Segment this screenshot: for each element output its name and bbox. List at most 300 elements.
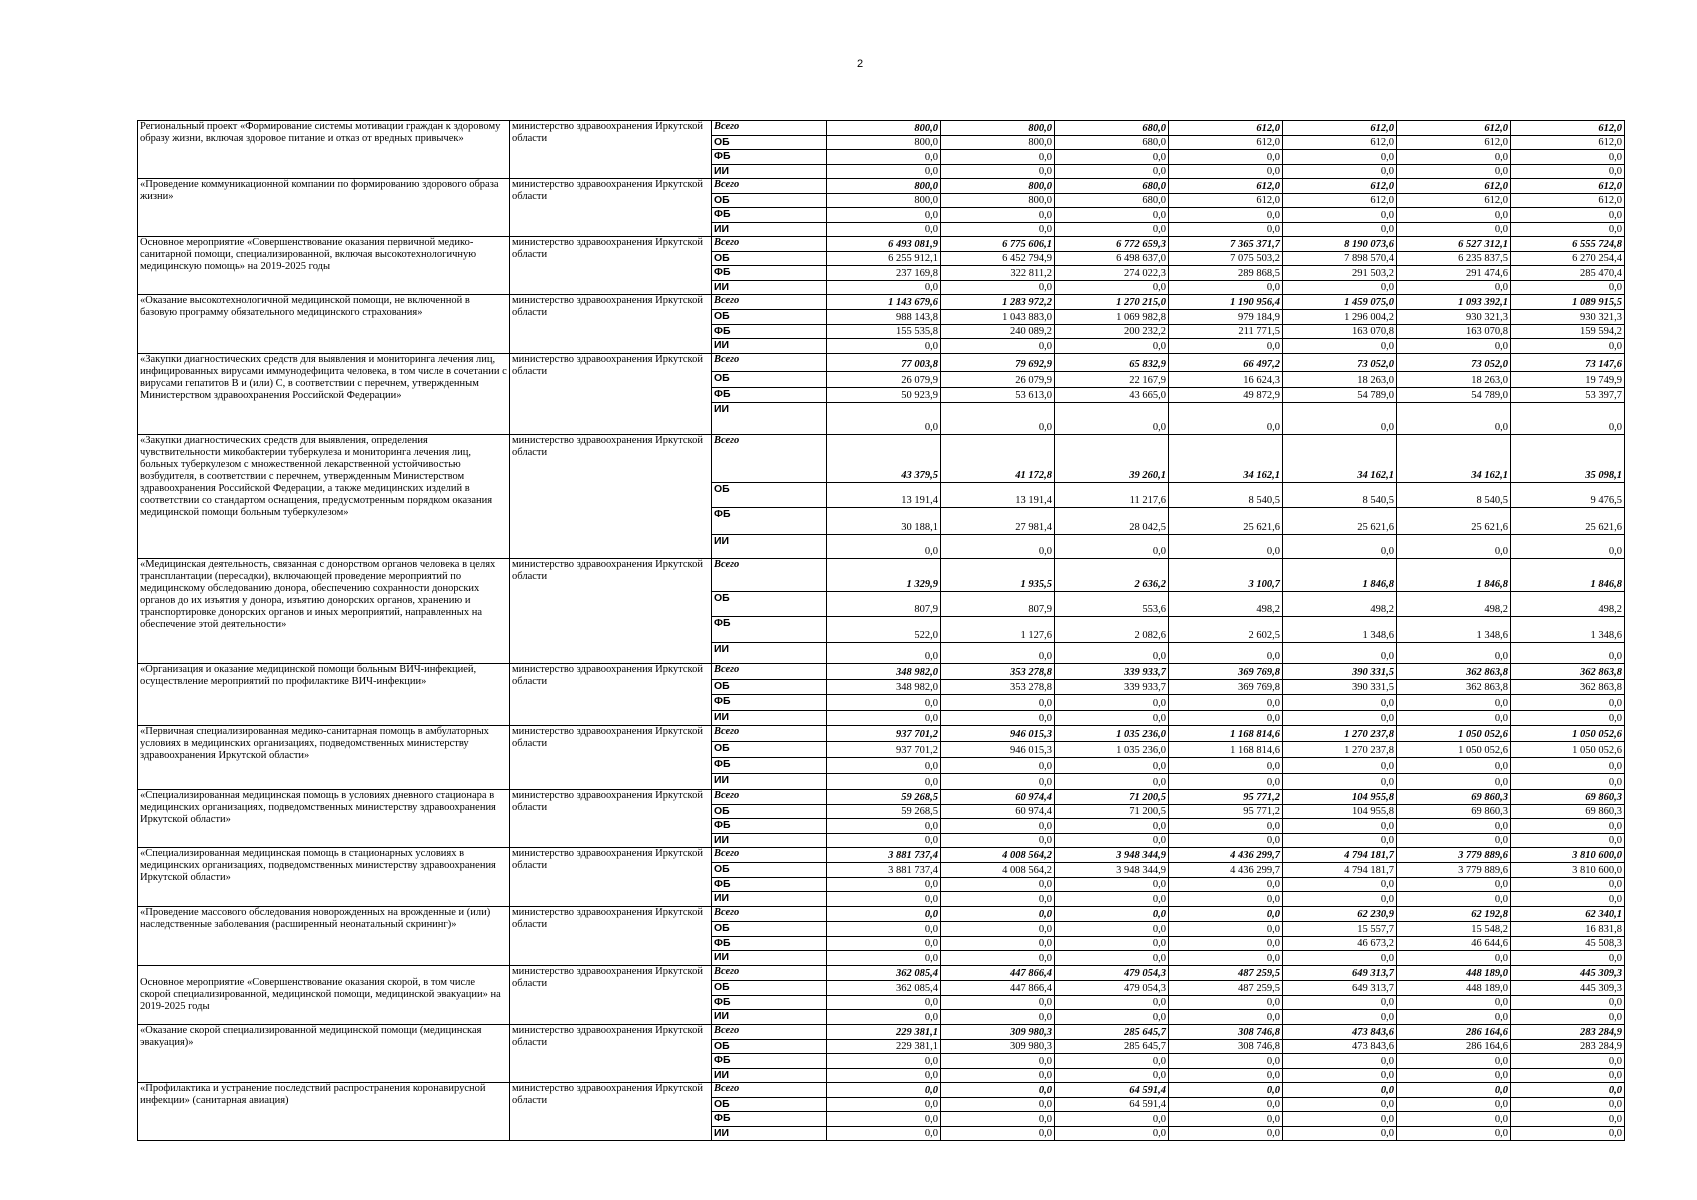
amount-cell: 0,0 — [1283, 1010, 1397, 1025]
amount-cell: 69 860,3 — [1511, 804, 1625, 819]
amount-cell: 0,0 — [827, 877, 941, 892]
total-amount-cell: 1 935,5 — [941, 559, 1055, 592]
amount-cell: 0,0 — [941, 150, 1055, 165]
amount-cell: 71 200,5 — [1055, 804, 1169, 819]
responsible-executor: министерство здравоохранения Иркутской области — [510, 237, 712, 295]
amount-cell: 0,0 — [1055, 280, 1169, 295]
total-amount-cell: 448 189,0 — [1397, 966, 1511, 981]
total-amount-cell: 6 772 659,3 — [1055, 237, 1169, 252]
funding-source: Всего — [712, 1083, 827, 1098]
event-name: «Проведение коммуникационной компании по формированию здорового образа жизни» — [138, 179, 510, 237]
funding-source: Всего — [712, 790, 827, 805]
amount-cell: 0,0 — [1055, 1068, 1169, 1083]
amount-cell: 0,0 — [1511, 892, 1625, 907]
amount-cell: 1 050 052,6 — [1397, 742, 1511, 758]
amount-cell: 0,0 — [1397, 150, 1511, 165]
amount-cell: 69 860,3 — [1397, 804, 1511, 819]
total-amount-cell: 348 982,0 — [827, 664, 941, 680]
amount-cell: 26 079,9 — [941, 371, 1055, 388]
total-amount-cell: 2 636,2 — [1055, 559, 1169, 592]
amount-cell: 0,0 — [827, 695, 941, 711]
amount-cell: 104 955,8 — [1283, 804, 1397, 819]
amount-cell: 0,0 — [941, 1010, 1055, 1025]
total-amount-cell: 4 008 564,2 — [941, 848, 1055, 863]
amount-cell: 1 035 236,0 — [1055, 742, 1169, 758]
total-amount-cell: 66 497,2 — [1169, 354, 1283, 372]
amount-cell: 0,0 — [941, 951, 1055, 966]
amount-cell: 0,0 — [941, 1112, 1055, 1127]
total-amount-cell: 104 955,8 — [1283, 790, 1397, 805]
amount-cell: 0,0 — [827, 535, 941, 559]
amount-cell: 7 898 570,4 — [1283, 251, 1397, 266]
amount-cell: 0,0 — [1055, 774, 1169, 790]
total-amount-cell: 79 692,9 — [941, 354, 1055, 372]
table-row — [138, 848, 1625, 863]
table-row — [138, 907, 1625, 922]
total-amount-cell: 3 100,7 — [1169, 559, 1283, 592]
amount-cell: 50 923,9 — [827, 388, 941, 403]
funding-source: Всего — [712, 179, 827, 194]
amount-cell: 522,0 — [827, 617, 941, 643]
funding-source: ИИ — [712, 833, 827, 848]
amount-cell: 612,0 — [1169, 193, 1283, 208]
table-row — [138, 435, 1625, 483]
amount-cell: 1 050 052,6 — [1511, 742, 1625, 758]
amount-cell: 487 259,5 — [1169, 980, 1283, 995]
amount-cell: 0,0 — [941, 164, 1055, 179]
amount-cell: 0,0 — [1283, 877, 1397, 892]
amount-cell: 30 188,1 — [827, 508, 941, 535]
amount-cell: 0,0 — [1283, 1054, 1397, 1069]
amount-cell: 0,0 — [1283, 535, 1397, 559]
funding-source: Всего — [712, 354, 827, 372]
amount-cell: 800,0 — [941, 193, 1055, 208]
funding-source: ФБ — [712, 208, 827, 223]
amount-cell: 0,0 — [1511, 222, 1625, 237]
amount-cell: 25 621,6 — [1511, 508, 1625, 535]
amount-cell: 612,0 — [1283, 193, 1397, 208]
amount-cell: 0,0 — [827, 643, 941, 664]
amount-cell: 0,0 — [1283, 402, 1397, 435]
amount-cell: 0,0 — [1283, 695, 1397, 711]
amount-cell: 0,0 — [827, 402, 941, 435]
amount-cell: 0,0 — [1169, 951, 1283, 966]
amount-cell: 6 498 637,0 — [1055, 251, 1169, 266]
total-amount-cell: 65 832,9 — [1055, 354, 1169, 372]
total-amount-cell: 612,0 — [1397, 179, 1511, 194]
table-row — [138, 121, 1625, 136]
amount-cell: 0,0 — [827, 892, 941, 907]
total-amount-cell: 308 746,8 — [1169, 1025, 1283, 1040]
amount-cell: 4 794 181,7 — [1283, 862, 1397, 877]
amount-cell: 0,0 — [1511, 164, 1625, 179]
funding-source: ОБ — [712, 193, 827, 208]
amount-cell: 0,0 — [941, 695, 1055, 711]
total-amount-cell: 73 147,6 — [1511, 354, 1625, 372]
funding-source: Всего — [712, 237, 827, 252]
amount-cell: 0,0 — [1283, 643, 1397, 664]
total-amount-cell: 1 846,8 — [1283, 559, 1397, 592]
funding-source: ФБ — [712, 695, 827, 711]
amount-cell: 0,0 — [1169, 535, 1283, 559]
total-amount-cell: 3 881 737,4 — [827, 848, 941, 863]
event-name: Региональный проект «Формирование системы мотивации граждан к здоровому образу жизни, включая здоровое питание и отказ от вредных привычек» — [138, 121, 510, 179]
amount-cell: 0,0 — [1283, 951, 1397, 966]
total-amount-cell: 1 270 215,0 — [1055, 295, 1169, 310]
responsible-executor: министерство здравоохранения Иркутской области — [510, 907, 712, 966]
responsible-executor: министерство здравоохранения Иркутской области — [510, 664, 712, 726]
amount-cell: 473 843,6 — [1283, 1039, 1397, 1054]
total-amount-cell: 800,0 — [827, 179, 941, 194]
total-amount-cell: 1 168 814,6 — [1169, 726, 1283, 742]
amount-cell: 1 348,6 — [1397, 617, 1511, 643]
amount-cell: 0,0 — [1397, 819, 1511, 834]
event-name: «Специализированная медицинская помощь в стационарных условиях в медицинских организациях, подведомственных министерству здравоохранения Иркутской области» — [138, 848, 510, 907]
amount-cell: 229 381,1 — [827, 1039, 941, 1054]
amount-cell: 612,0 — [1511, 135, 1625, 150]
amount-cell: 362 863,8 — [1397, 679, 1511, 695]
total-amount-cell: 3 810 600,0 — [1511, 848, 1625, 863]
amount-cell: 0,0 — [1055, 710, 1169, 726]
total-amount-cell: 73 052,0 — [1397, 354, 1511, 372]
total-amount-cell: 77 003,8 — [827, 354, 941, 372]
amount-cell: 6 270 254,4 — [1511, 251, 1625, 266]
amount-cell: 95 771,2 — [1169, 804, 1283, 819]
funding-source: ОБ — [712, 1039, 827, 1054]
amount-cell: 0,0 — [941, 1054, 1055, 1069]
amount-cell: 0,0 — [1055, 936, 1169, 951]
amount-cell: 0,0 — [1169, 710, 1283, 726]
amount-cell: 0,0 — [1511, 951, 1625, 966]
funding-source: ФБ — [712, 388, 827, 403]
amount-cell: 0,0 — [827, 1126, 941, 1141]
amount-cell: 2 602,5 — [1169, 617, 1283, 643]
total-amount-cell: 612,0 — [1511, 179, 1625, 194]
total-amount-cell: 612,0 — [1283, 121, 1397, 136]
total-amount-cell: 800,0 — [827, 121, 941, 136]
amount-cell: 498,2 — [1397, 592, 1511, 617]
funding-source: ОБ — [712, 309, 827, 324]
responsible-executor: министерство здравоохранения Иркутской области — [510, 121, 712, 179]
amount-cell: 3 881 737,4 — [827, 862, 941, 877]
amount-cell: 26 079,9 — [827, 371, 941, 388]
responsible-executor: министерство здравоохранения Иркутской области — [510, 790, 712, 848]
amount-cell: 649 313,7 — [1283, 980, 1397, 995]
amount-cell: 0,0 — [941, 710, 1055, 726]
amount-cell: 18 263,0 — [1397, 371, 1511, 388]
amount-cell: 1 270 237,8 — [1283, 742, 1397, 758]
amount-cell: 0,0 — [941, 535, 1055, 559]
amount-cell: 2 082,6 — [1055, 617, 1169, 643]
total-amount-cell: 34 162,1 — [1283, 435, 1397, 483]
amount-cell: 930 321,3 — [1511, 309, 1625, 324]
amount-cell: 0,0 — [1283, 280, 1397, 295]
amount-cell: 0,0 — [1511, 1054, 1625, 1069]
event-name: «Организация и оказание медицинской помощи больным ВИЧ-инфекцией, осуществление мероприятий по профилактике ВИЧ-инфекции» — [138, 664, 510, 726]
amount-cell: 1 296 004,2 — [1283, 309, 1397, 324]
amount-cell: 0,0 — [941, 833, 1055, 848]
funding-source: ФБ — [712, 819, 827, 834]
amount-cell: 0,0 — [1283, 833, 1397, 848]
amount-cell: 0,0 — [1397, 1068, 1511, 1083]
amount-cell: 0,0 — [1511, 643, 1625, 664]
funding-source: ИИ — [712, 164, 827, 179]
total-amount-cell: 0,0 — [827, 907, 941, 922]
amount-cell: 322 811,2 — [941, 266, 1055, 281]
amount-cell: 930 321,3 — [1397, 309, 1511, 324]
table-row — [138, 179, 1625, 194]
amount-cell: 0,0 — [1169, 339, 1283, 354]
table-row — [138, 664, 1625, 680]
funding-source: ОБ — [712, 980, 827, 995]
amount-cell: 979 184,9 — [1169, 309, 1283, 324]
funding-source: ОБ — [712, 371, 827, 388]
total-amount-cell: 1 190 956,4 — [1169, 295, 1283, 310]
funding-source: ОБ — [712, 679, 827, 695]
amount-cell: 0,0 — [1055, 1126, 1169, 1141]
total-amount-cell: 34 162,1 — [1397, 435, 1511, 483]
amount-cell: 0,0 — [1397, 208, 1511, 223]
total-amount-cell: 612,0 — [1283, 179, 1397, 194]
total-amount-cell: 34 162,1 — [1169, 435, 1283, 483]
amount-cell: 0,0 — [827, 819, 941, 834]
amount-cell: 285 645,7 — [1055, 1039, 1169, 1054]
amount-cell: 64 591,4 — [1055, 1097, 1169, 1112]
total-amount-cell: 309 980,3 — [941, 1025, 1055, 1040]
amount-cell: 0,0 — [1511, 710, 1625, 726]
amount-cell: 309 980,3 — [941, 1039, 1055, 1054]
amount-cell: 1 127,6 — [941, 617, 1055, 643]
table-row — [138, 1025, 1625, 1040]
total-amount-cell: 800,0 — [941, 179, 1055, 194]
total-amount-cell: 937 701,2 — [827, 726, 941, 742]
amount-cell: 0,0 — [1511, 877, 1625, 892]
total-amount-cell: 73 052,0 — [1283, 354, 1397, 372]
total-amount-cell: 362 863,8 — [1397, 664, 1511, 680]
funding-source: ОБ — [712, 592, 827, 617]
amount-cell: 0,0 — [1169, 833, 1283, 848]
total-amount-cell: 1 459 075,0 — [1283, 295, 1397, 310]
amount-cell: 0,0 — [1397, 402, 1511, 435]
total-amount-cell: 612,0 — [1511, 121, 1625, 136]
total-amount-cell: 95 771,2 — [1169, 790, 1283, 805]
total-amount-cell: 362 085,4 — [827, 966, 941, 981]
amount-cell: 612,0 — [1397, 193, 1511, 208]
amount-cell: 612,0 — [1397, 135, 1511, 150]
amount-cell: 4 436 299,7 — [1169, 862, 1283, 877]
total-amount-cell: 3 948 344,9 — [1055, 848, 1169, 863]
funding-source: ОБ — [712, 862, 827, 877]
total-amount-cell: 390 331,5 — [1283, 664, 1397, 680]
responsible-executor: министерство здравоохранения Иркутской области — [510, 1025, 712, 1083]
amount-cell: 7 075 503,2 — [1169, 251, 1283, 266]
amount-cell: 0,0 — [1511, 150, 1625, 165]
funding-source: Всего — [712, 848, 827, 863]
amount-cell: 28 042,5 — [1055, 508, 1169, 535]
event-name: «Оказание высокотехнологичной медицинской помощи, не включенной в базовую программу обязательного медицинского страхования» — [138, 295, 510, 354]
amount-cell: 4 008 564,2 — [941, 862, 1055, 877]
amount-cell: 0,0 — [827, 921, 941, 936]
total-amount-cell: 353 278,8 — [941, 664, 1055, 680]
event-name: «Закупки диагностических средств для выявления и мониторинга лечения лиц, инфицированных вирусами иммунодефицита человека, в том числе в сочетании с вирусами гепатитов В и (или) С, в соответствии с перечнем, утвержденным Министерством здравоохранения Российской Федерации» — [138, 354, 510, 435]
funding-source: ФБ — [712, 266, 827, 281]
amount-cell: 0,0 — [827, 164, 941, 179]
amount-cell: 0,0 — [827, 936, 941, 951]
amount-cell: 0,0 — [1397, 758, 1511, 774]
amount-cell: 0,0 — [1169, 150, 1283, 165]
amount-cell: 0,0 — [827, 222, 941, 237]
total-amount-cell: 612,0 — [1397, 121, 1511, 136]
amount-cell: 0,0 — [1397, 339, 1511, 354]
table-row — [138, 1083, 1625, 1098]
funding-source: ФБ — [712, 617, 827, 643]
amount-cell: 498,2 — [1511, 592, 1625, 617]
amount-cell: 155 535,8 — [827, 324, 941, 339]
amount-cell: 0,0 — [1169, 164, 1283, 179]
total-amount-cell: 1 283 972,2 — [941, 295, 1055, 310]
funding-source: Всего — [712, 966, 827, 981]
amount-cell: 211 771,5 — [1169, 324, 1283, 339]
amount-cell: 0,0 — [1169, 877, 1283, 892]
funding-source: ИИ — [712, 222, 827, 237]
amount-cell: 0,0 — [941, 877, 1055, 892]
amount-cell: 0,0 — [1283, 222, 1397, 237]
amount-cell: 200 232,2 — [1055, 324, 1169, 339]
amount-cell: 0,0 — [1169, 208, 1283, 223]
total-amount-cell: 0,0 — [1169, 1083, 1283, 1098]
amount-cell: 0,0 — [941, 995, 1055, 1010]
total-amount-cell: 62 340,1 — [1511, 907, 1625, 922]
total-amount-cell: 1 846,8 — [1511, 559, 1625, 592]
amount-cell: 0,0 — [1169, 819, 1283, 834]
amount-cell: 0,0 — [1169, 921, 1283, 936]
amount-cell: 0,0 — [827, 1097, 941, 1112]
amount-cell: 8 540,5 — [1397, 483, 1511, 508]
amount-cell: 807,9 — [941, 592, 1055, 617]
amount-cell: 0,0 — [1055, 164, 1169, 179]
total-amount-cell: 1 050 052,6 — [1511, 726, 1625, 742]
funding-source: ОБ — [712, 483, 827, 508]
funding-source: Всего — [712, 907, 827, 922]
funding-source: ФБ — [712, 936, 827, 951]
event-name: Основное мероприятие «Совершенствование оказания первичной медико-санитарной помощи, специализированной, включая высокотехнологичную медицинскую помощь» на 2019-2025 годы — [138, 237, 510, 295]
amount-cell: 0,0 — [1283, 774, 1397, 790]
amount-cell: 807,9 — [827, 592, 941, 617]
amount-cell: 0,0 — [1169, 1112, 1283, 1127]
amount-cell: 19 749,9 — [1511, 371, 1625, 388]
amount-cell: 1 168 814,6 — [1169, 742, 1283, 758]
amount-cell: 49 872,9 — [1169, 388, 1283, 403]
amount-cell: 448 189,0 — [1397, 980, 1511, 995]
amount-cell: 0,0 — [1283, 1112, 1397, 1127]
funding-source: ИИ — [712, 1010, 827, 1025]
amount-cell: 6 452 794,9 — [941, 251, 1055, 266]
amount-cell: 0,0 — [1397, 1112, 1511, 1127]
amount-cell: 0,0 — [1169, 1097, 1283, 1112]
total-amount-cell: 680,0 — [1055, 179, 1169, 194]
total-amount-cell: 680,0 — [1055, 121, 1169, 136]
total-amount-cell: 4 436 299,7 — [1169, 848, 1283, 863]
amount-cell: 0,0 — [827, 1112, 941, 1127]
amount-cell: 0,0 — [1511, 1112, 1625, 1127]
amount-cell: 0,0 — [1511, 535, 1625, 559]
funding-source: ИИ — [712, 339, 827, 354]
amount-cell: 0,0 — [1283, 208, 1397, 223]
amount-cell: 0,0 — [1169, 1126, 1283, 1141]
amount-cell: 0,0 — [827, 1068, 941, 1083]
amount-cell: 25 621,6 — [1397, 508, 1511, 535]
table-row — [138, 295, 1625, 310]
amount-cell: 0,0 — [1169, 758, 1283, 774]
amount-cell: 0,0 — [1397, 833, 1511, 848]
funding-source: ФБ — [712, 1112, 827, 1127]
amount-cell: 362 863,8 — [1511, 679, 1625, 695]
amount-cell: 59 268,5 — [827, 804, 941, 819]
total-amount-cell: 1 846,8 — [1397, 559, 1511, 592]
amount-cell: 0,0 — [1055, 339, 1169, 354]
total-amount-cell: 0,0 — [1055, 907, 1169, 922]
amount-cell: 289 868,5 — [1169, 266, 1283, 281]
amount-cell: 0,0 — [941, 1097, 1055, 1112]
amount-cell: 0,0 — [1397, 951, 1511, 966]
amount-cell: 6 235 837,5 — [1397, 251, 1511, 266]
total-amount-cell: 1 093 392,1 — [1397, 295, 1511, 310]
amount-cell: 0,0 — [1169, 1054, 1283, 1069]
amount-cell: 0,0 — [1397, 535, 1511, 559]
total-amount-cell: 43 379,5 — [827, 435, 941, 483]
amount-cell: 6 255 912,1 — [827, 251, 941, 266]
amount-cell: 0,0 — [827, 1054, 941, 1069]
funding-source: ИИ — [712, 535, 827, 559]
amount-cell: 0,0 — [941, 208, 1055, 223]
table-row — [138, 790, 1625, 805]
amount-cell: 163 070,8 — [1397, 324, 1511, 339]
amount-cell: 0,0 — [1055, 208, 1169, 223]
amount-cell: 15 557,7 — [1283, 921, 1397, 936]
amount-cell: 0,0 — [941, 1068, 1055, 1083]
table-row — [138, 237, 1625, 252]
amount-cell: 0,0 — [1055, 995, 1169, 1010]
amount-cell: 447 866,4 — [941, 980, 1055, 995]
amount-cell: 479 054,3 — [1055, 980, 1169, 995]
funding-source: ФБ — [712, 758, 827, 774]
funding-source: ОБ — [712, 804, 827, 819]
amount-cell: 0,0 — [1169, 774, 1283, 790]
amount-cell: 15 548,2 — [1397, 921, 1511, 936]
amount-cell: 283 284,9 — [1511, 1039, 1625, 1054]
amount-cell: 0,0 — [1283, 339, 1397, 354]
amount-cell: 362 085,4 — [827, 980, 941, 995]
amount-cell: 0,0 — [1055, 402, 1169, 435]
amount-cell: 0,0 — [827, 951, 941, 966]
amount-cell: 369 769,8 — [1169, 679, 1283, 695]
table-row — [138, 354, 1625, 372]
amount-cell: 0,0 — [1283, 995, 1397, 1010]
funding-source: ФБ — [712, 150, 827, 165]
amount-cell: 0,0 — [827, 710, 941, 726]
total-amount-cell: 1 035 236,0 — [1055, 726, 1169, 742]
amount-cell: 0,0 — [1169, 1068, 1283, 1083]
total-amount-cell: 286 164,6 — [1397, 1025, 1511, 1040]
responsible-executor: министерство здравоохранения Иркутской области — [510, 354, 712, 435]
amount-cell: 0,0 — [941, 402, 1055, 435]
responsible-executor: министерство здравоохранения Иркутской области — [510, 179, 712, 237]
amount-cell: 0,0 — [1055, 758, 1169, 774]
amount-cell: 390 331,5 — [1283, 679, 1397, 695]
table-row — [138, 726, 1625, 742]
amount-cell: 159 594,2 — [1511, 324, 1625, 339]
funding-source: ФБ — [712, 877, 827, 892]
